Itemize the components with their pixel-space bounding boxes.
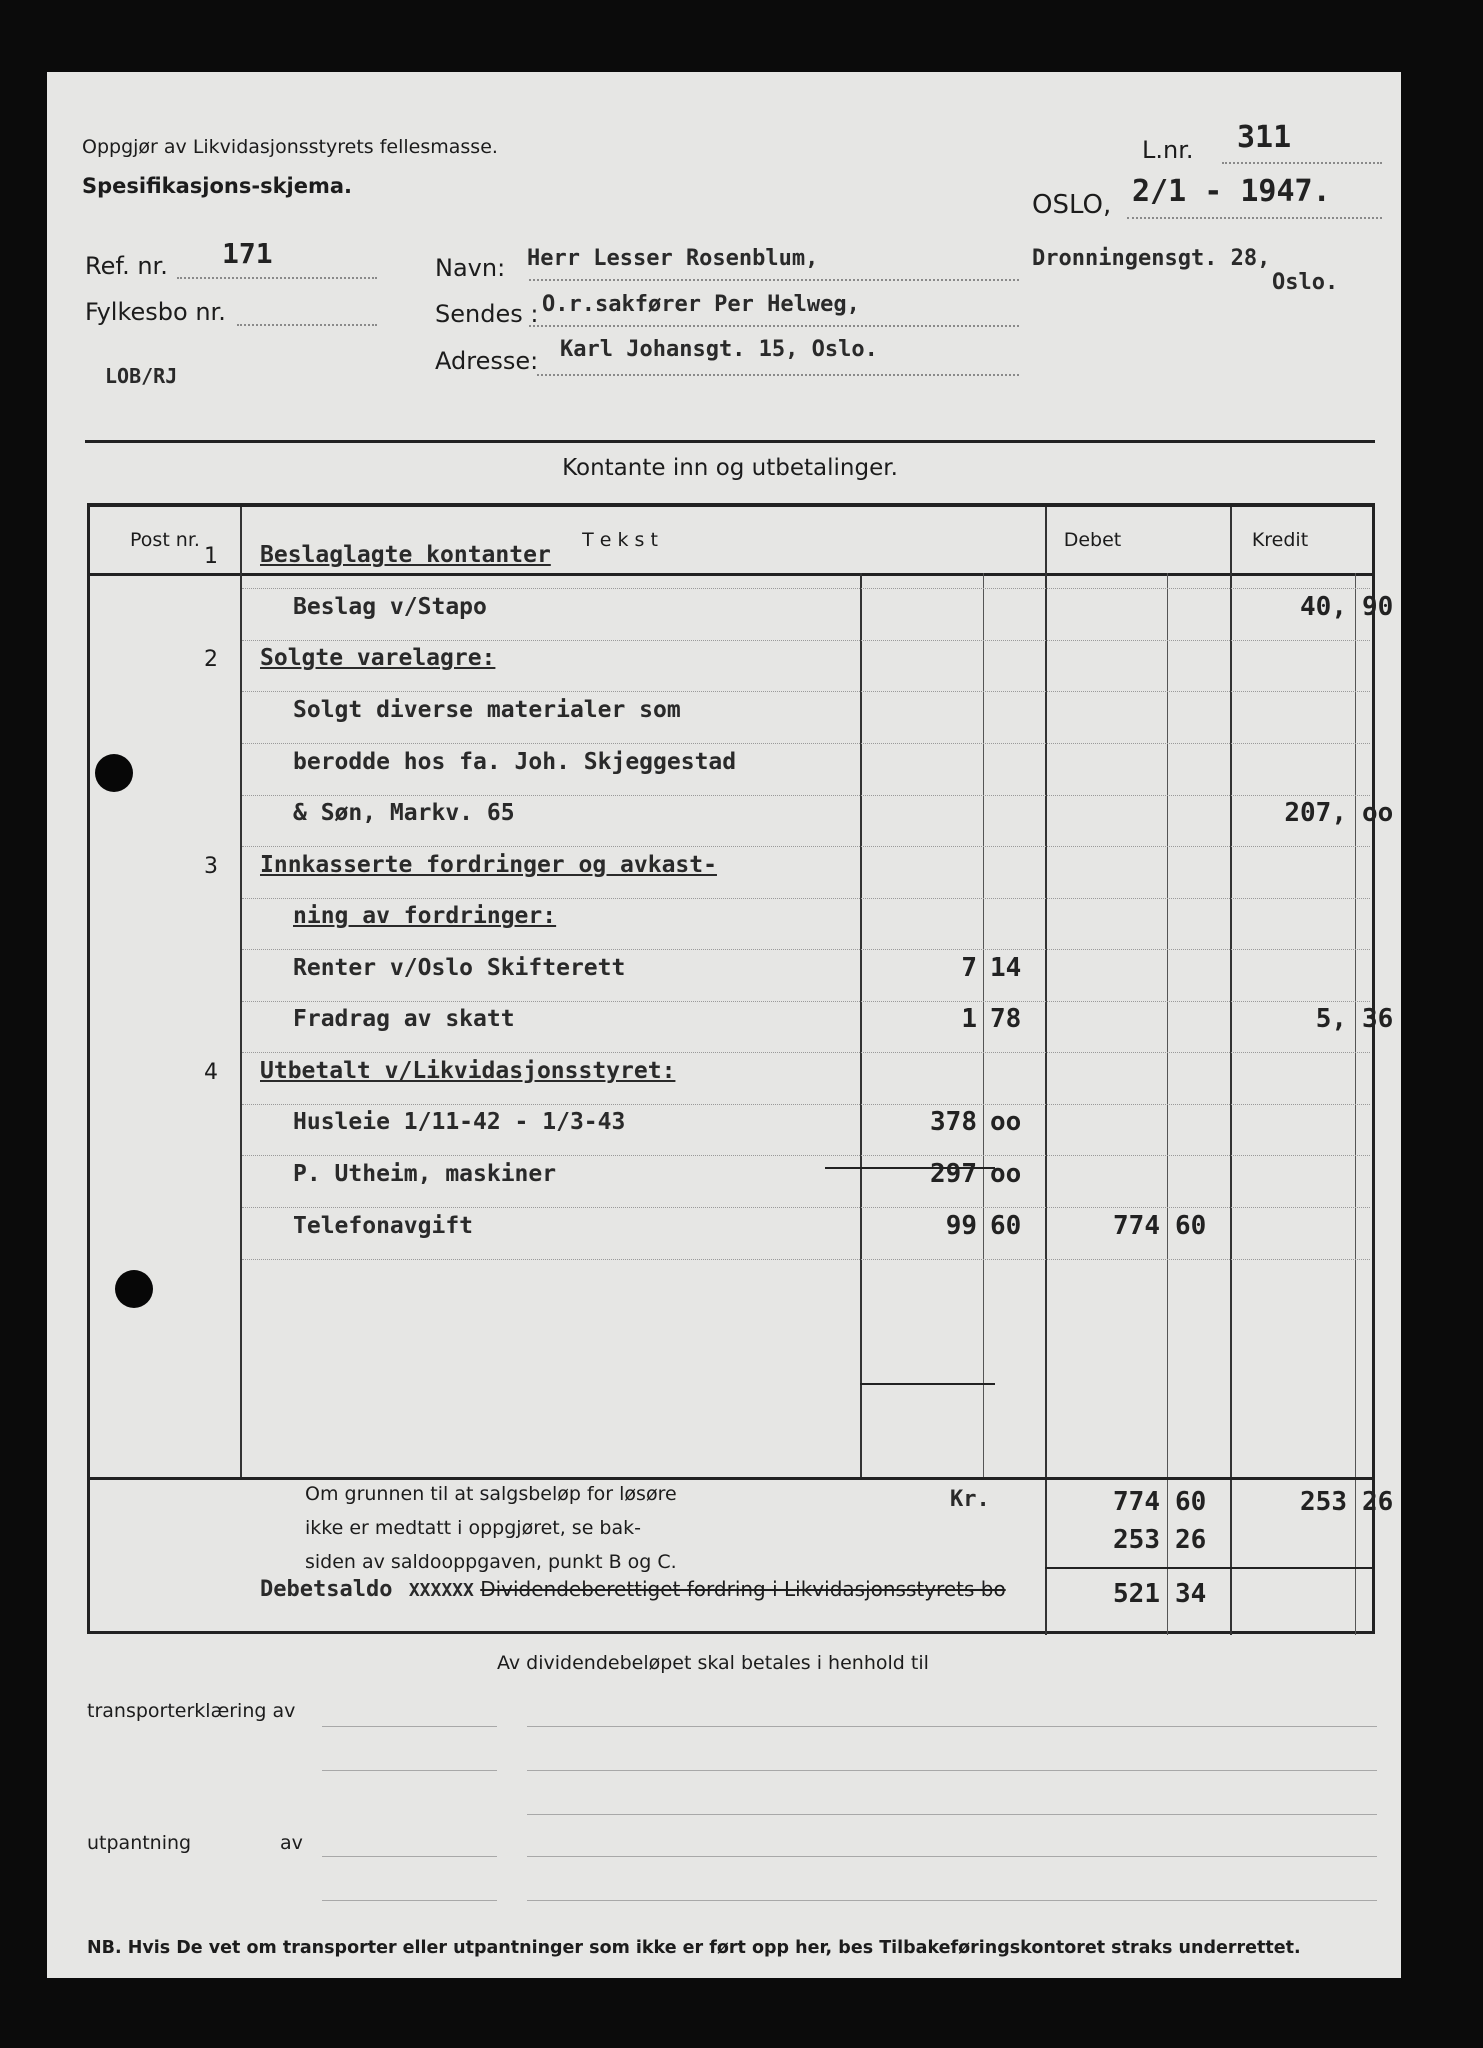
utpantning-rule-b1 (527, 1856, 1377, 1857)
row-rule (242, 949, 1370, 950)
entry-text: Telefonavgift (293, 1213, 474, 1239)
navn-label: Navn: (435, 254, 506, 282)
kredit-kr: 207, (1284, 798, 1347, 828)
transport-rule-b2 (527, 1770, 1377, 1771)
entry-text: Innkasserte fordringer og avkast- (260, 852, 717, 878)
document-date: 2/1 - 1947. (1132, 174, 1331, 209)
row-rule (242, 1207, 1370, 1208)
header-rule (90, 573, 1372, 576)
entry-text: Beslaglagte kontanter (260, 542, 551, 568)
row-rule (242, 1259, 1370, 1260)
org-line: Oppgjør av Likvidasjonsstyrets fellesmasse. (82, 136, 498, 158)
saldo-kr: 521 (1113, 1579, 1160, 1609)
lnr-value: 311 (1237, 120, 1292, 155)
utpantning-av-label: av (280, 1832, 303, 1854)
fylkesbo-label: Fylkesbo nr. (85, 298, 226, 326)
transport-rule-b3 (527, 1814, 1377, 1815)
debet-kr: 774 (1113, 1211, 1160, 1241)
kredit-ore: 36 (1362, 1004, 1394, 1034)
subtotal-kr: 99 (945, 1211, 977, 1241)
entry-text: Solgte varelagre: (260, 645, 496, 671)
utpantning-rule-b2 (527, 1900, 1377, 1901)
ledger-table (87, 503, 1394, 1634)
col-header-tekst: T e k s t (582, 529, 658, 551)
navn-value: Herr Lesser Rosenblum, (527, 246, 819, 271)
footer-note-line-2: ikke er medtatt i oppgjøret, se bak- (305, 1517, 641, 1539)
lnr-label: L.nr. (1142, 136, 1194, 164)
punch-hole-bottom (115, 1270, 153, 1308)
section-rule (85, 440, 1375, 443)
kredit-ore: oo (1362, 798, 1394, 828)
entry-text: ning av fordringer: (293, 903, 557, 929)
kredit-ore: 90 (1362, 592, 1394, 622)
entry-text: Utbetalt v/Likvidasjonsstyret: (260, 1058, 676, 1084)
sendes-value: O.r.sakfører Per Helweg, (542, 292, 860, 317)
ref-label: Ref. nr. (85, 252, 168, 280)
post-number: 4 (204, 1060, 218, 1085)
col-header-debet: Debet (1063, 529, 1122, 551)
minus-kr: 253 (1113, 1525, 1160, 1555)
saldo-printed: Dividendeberettiget fordring i Likvidasjonsstyrets bo (480, 1577, 1006, 1601)
subtotal-kr: 297 (930, 1159, 977, 1189)
sum-debet-kr: 774 (1113, 1487, 1160, 1517)
nb-notice: NB. Hvis De vet om transporter eller utpantninger som ikke er ført opp her, bes Tilbakeføringskontoret straks underrettet. (87, 1938, 1301, 1958)
section-title: Kontante inn og utbetalinger. (562, 455, 898, 481)
subtotal-ore: oo (990, 1107, 1022, 1137)
navn-rule (529, 279, 1019, 281)
footer-note-line-3: siden av saldooppgaven, punkt B og C. (305, 1551, 677, 1573)
transport-label: transporterklæring av (87, 1700, 296, 1722)
dividend-line: Av dividendebeløpet skal betales i henhold til (497, 1652, 929, 1674)
initials: LOB/RJ (105, 364, 178, 388)
document-page (47, 72, 1401, 1978)
lnr-rule (1222, 162, 1382, 164)
sum-debet-ore: 60 (1175, 1487, 1207, 1517)
saldo-rule (1045, 1567, 1372, 1569)
ref-rule (177, 277, 377, 279)
row-rule (242, 588, 1370, 589)
transport-rule-b1 (527, 1726, 1377, 1727)
entry-text: P. Utheim, maskiner (293, 1161, 557, 1187)
subtotal-ore: 60 (990, 1211, 1022, 1241)
post-number: 1 (204, 544, 218, 569)
saldo-strike: XXXXXX (408, 1580, 474, 1601)
minus-ore: 26 (1175, 1525, 1207, 1555)
subtotal-ore: 78 (990, 1004, 1022, 1034)
utpantning-label: utpantning (87, 1832, 192, 1854)
sum-kredit-kr: 253 (1300, 1487, 1347, 1517)
form-title: Spesifikasjons-skjema. (82, 174, 353, 198)
row-rule (242, 640, 1370, 641)
footer-rule (90, 1477, 1372, 1480)
subtotal-kr: 378 (930, 1107, 977, 1137)
kredit-kr: 5, (1315, 1004, 1347, 1034)
subtotal-rule-1 (825, 1167, 995, 1169)
entry-text: Fradrag av skatt (293, 1006, 515, 1032)
kredit-kr: 40, (1300, 592, 1347, 622)
row-rule (242, 743, 1370, 744)
sendes-label: Sendes : (435, 300, 539, 328)
subtotal-kr: 7 (961, 953, 977, 983)
row-rule (242, 1155, 1370, 1156)
saldo-ore: 34 (1175, 1579, 1207, 1609)
entry-text: Solgt diverse materialer som (293, 697, 681, 723)
adresse-value: Karl Johansgt. 15, Oslo. (560, 337, 878, 362)
col-divider-kredit (1230, 507, 1232, 1635)
ref-value: 171 (222, 237, 273, 270)
entry-text: Beslag v/Stapo (293, 594, 487, 620)
fylkesbo-rule (237, 324, 377, 326)
entry-text: Husleie 1/11-42 - 1/3-43 (293, 1109, 626, 1135)
row-rule (242, 795, 1370, 796)
col-divider-subtotal (860, 573, 862, 1477)
adresse-label: Adresse: (435, 347, 539, 375)
utpantning-rule-a2 (322, 1900, 497, 1901)
entry-text: & Søn, Markv. 65 (293, 800, 515, 826)
col-header-post: Post nr. (130, 529, 200, 551)
utpantning-rule-a1 (322, 1856, 497, 1857)
row-rule (242, 1052, 1370, 1053)
col-header-kredit: Kredit (1251, 529, 1309, 551)
entry-text: Renter v/Oslo Skifterett (293, 955, 626, 981)
subtotal-ore: oo (990, 1159, 1022, 1189)
row-rule (242, 1104, 1370, 1105)
adresse-rule (537, 374, 1019, 376)
place-label: OSLO, (1032, 190, 1112, 220)
col-divider-post (240, 507, 242, 1477)
col-divider-debet (1045, 507, 1047, 1635)
subtotal-kr: 1 (961, 1004, 977, 1034)
footer-note-line-1: Om grunnen til at salgsbeløp for løsøre (305, 1483, 677, 1505)
date-rule (1127, 217, 1382, 219)
navn-city: Oslo. (1272, 270, 1339, 295)
navn-address: Dronningensgt. 28, (1032, 246, 1271, 271)
debet-ore: 60 (1175, 1211, 1207, 1241)
saldo-line (260, 1577, 1006, 1602)
col-divider-subtotal-ore (983, 573, 984, 1477)
sum-kredit-ore: 26 (1362, 1487, 1394, 1517)
transport-rule-a1 (322, 1726, 497, 1727)
row-rule (242, 1001, 1370, 1002)
entry-text: berodde hos fa. Joh. Skjeggestad (293, 749, 737, 775)
row-rule (242, 846, 1370, 847)
subtotal-rule-2 (860, 1383, 995, 1385)
subtotal-ore: 14 (990, 953, 1022, 983)
punch-hole-top (95, 754, 133, 792)
row-rule (242, 691, 1370, 692)
post-number: 2 (204, 647, 218, 672)
footer-note (305, 1477, 677, 1579)
transport-rule-a2 (322, 1770, 497, 1771)
sendes-rule (529, 325, 1019, 327)
post-number: 3 (204, 854, 218, 879)
kr-label: Kr. (950, 1487, 990, 1512)
saldo-typed: Debetsaldo (260, 1577, 393, 1602)
row-rule (242, 898, 1370, 899)
